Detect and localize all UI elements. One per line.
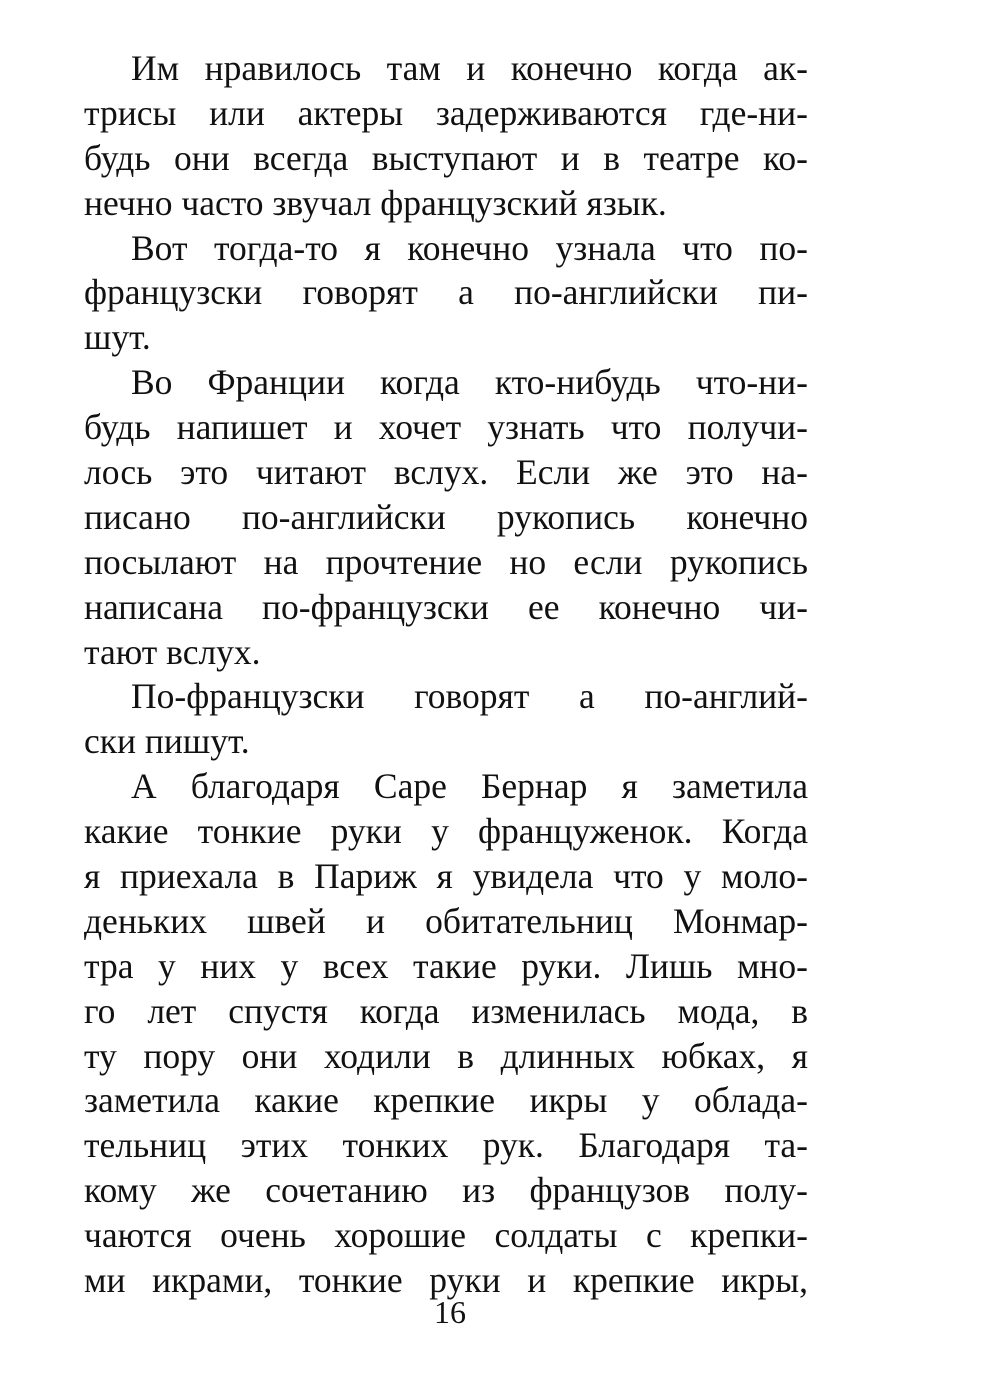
text-line: Вот тогда-то я конечно узнала что по- [131,227,808,268]
text-line: написана по-французски ее конечно чи- [84,586,808,627]
text-line: посылают на прочтение но если рукопись [84,541,808,582]
text-line: По-французски говорят а по-англий- [131,676,808,717]
text-line: заметила какие крепкие икры у облада- [84,1080,808,1121]
text-line: чаются очень хорошие солдаты с крепки- [84,1215,808,1256]
paragraph [84,226,808,361]
paragraph [84,360,808,674]
text-line: французски говорят а по-английски пи- [84,272,808,313]
text-line: Во Франции когда кто-нибудь что-ни- [131,362,808,403]
paragraph [84,46,808,226]
text-line: нечно часто звучал французский язык. [84,182,667,223]
text-line: будь напишет и хочет узнать что получи- [84,407,808,448]
text-line: тают вслух. [84,631,261,672]
text-line: ту пору они ходили в длинных юбках, я [84,1035,808,1076]
page-number: 16 [434,1294,466,1330]
text-line: тра у них у всех такие руки. Лишь мно- [84,945,808,986]
paragraph [84,764,808,1303]
text-line: трисы или актеры задерживаются где-ни- [84,92,808,133]
text-line: шут. [84,317,151,358]
text-line: я приехала в Париж я увидела что у моло- [84,856,808,897]
text-line: А благодаря Саре Бернар я заметила [131,766,808,807]
text-line: тельниц этих тонких рук. Благодаря та- [84,1125,808,1166]
text-line: будь они всегда выступают и в театре ко- [84,137,808,178]
text-line: писано по-английски рукопись конечно [84,496,808,537]
text-line: ски пишут. [84,721,250,762]
paragraph [84,674,808,764]
text-line: кому же сочетанию из французов полу- [84,1170,808,1211]
text-line: го лет спустя когда изменилась мода, в [84,990,808,1031]
text-line: Им нравилось там и конечно когда ак- [131,48,808,88]
body-text [84,46,808,1303]
text-line: ми икрами, тонкие руки и крепкие икры, [84,1260,808,1301]
text-line: какие тонкие руки у француженок. Когда [84,811,808,852]
text-line: лось это читают вслух. Если же это на- [84,452,808,493]
text-line: деньких швей и обитательниц Монмар- [84,900,808,941]
